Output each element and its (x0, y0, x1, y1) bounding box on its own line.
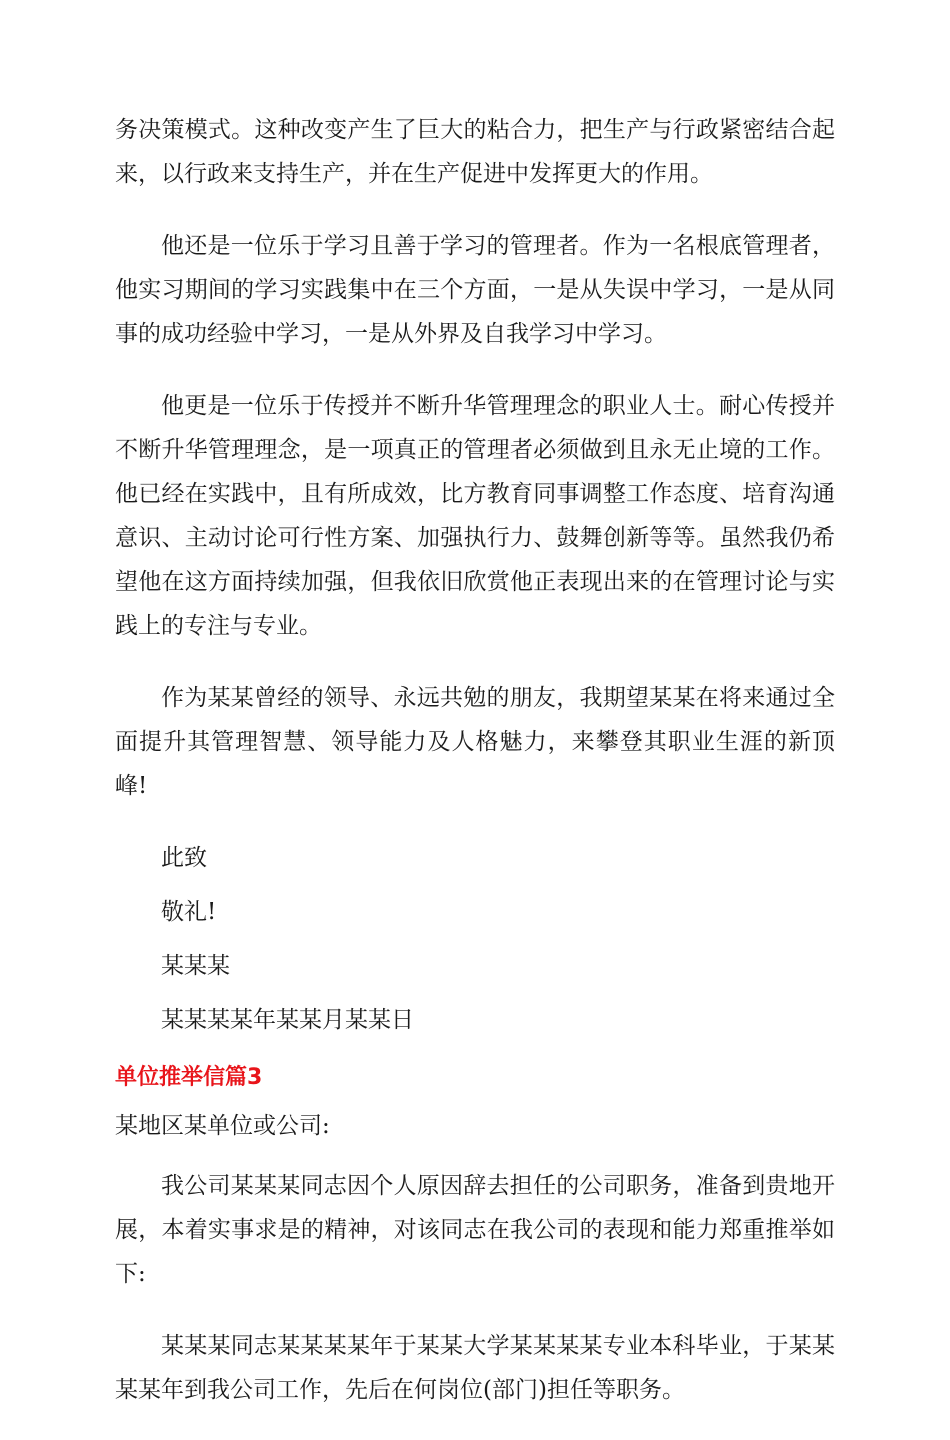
paragraph-continuation: 务决策模式。这种改变产生了巨大的粘合力，把生产与行政紧密结合起来，以行政来支持生产，并在生产促进中发挥更大的作用。 (115, 117, 835, 187)
salutation: 某地区某单位或公司: (115, 1113, 330, 1139)
paragraph-teacher: 他更是一位乐于传授并不断升华管理理念的职业人士。耐心传授并不断升华管理理念，是一项真正的管理者必须做到且永无止境的工作。他已经在实践中，且有所成效，比方教育同事调整工作态度、培育沟通意识、主动讨论可行性方案、加强执行力、鼓舞创新等等。虽然我仍希望他在这方面持续加强，但我依旧欣赏他正表现出来的在管理讨论与实践上的专注与专业。 (115, 393, 835, 639)
letter-date: 某某某某年某某月某某日 (161, 1007, 414, 1033)
paragraph-background: 某某某同志某某某某年于某某大学某某某某专业本科毕业，于某某某某年到我公司工作，先后在何岗位(部门)担任等职务。 (115, 1333, 835, 1403)
closing-regards: 此致 (161, 845, 207, 871)
paragraph-learner: 他还是一位乐于学习且善于学习的管理者。作为一名根底管理者，他实习期间的学习实践集中在三个方面，一是从失误中学习，一是从同事的成功经验中学习，一是从外界及自我学习中学习。 (115, 233, 835, 347)
paragraph-hope: 作为某某曾经的领导、永远共勉的朋友，我期望某某在将来通过全面提升其管理智慧、领导能力及人格魅力，来攀登其职业生涯的新顶峰! (115, 685, 835, 799)
signature: 某某某 (161, 953, 230, 979)
closing-salute: 敬礼! (161, 899, 217, 925)
document-page (115, 108, 835, 1440)
paragraph-intro: 我公司某某某同志因个人原因辞去担任的公司职务，准备到贵地开展，本着实事求是的精神，对该同志在我公司的表现和能力郑重推举如下: (115, 1173, 835, 1287)
section-heading: 单位推举信篇3 (115, 1065, 263, 1090)
